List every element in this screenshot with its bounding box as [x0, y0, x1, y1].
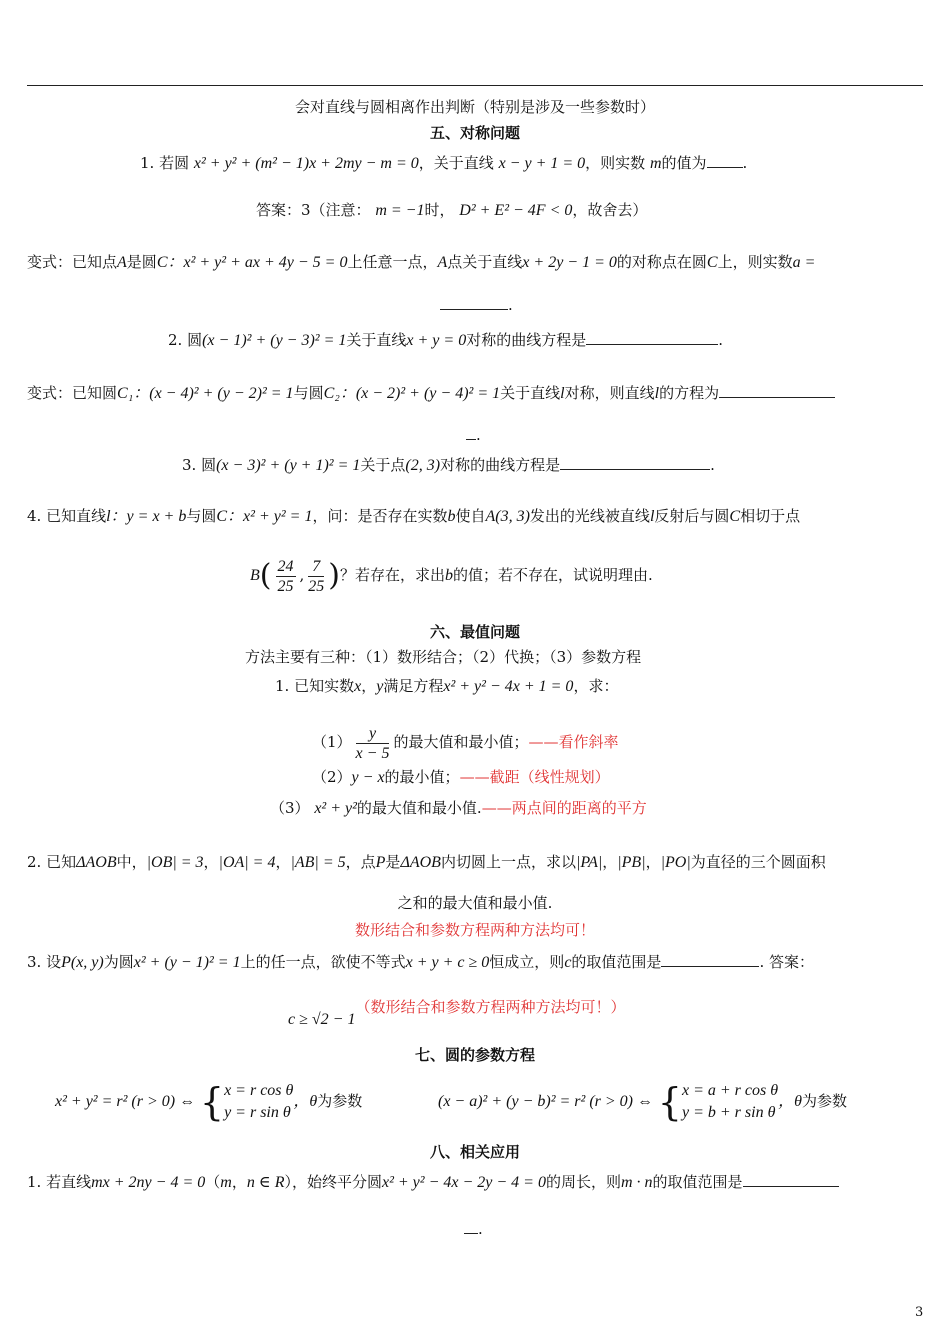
sec5-problem-2: 2. 圆(x − 1)² + (y − 3)² = 1关于直线x + y = 0对称的曲线方程是 . [168, 331, 723, 349]
sec6-problem-2: 2. 已知ΔAOB中，|OB| = 3，|OA| = 4，|AB| = 5，点P是ΔAOB内切圆上一点，求以|PA|，|PB|，|PO|为直径的三个圆面积 [27, 853, 826, 871]
header-rule [27, 85, 923, 86]
sec6-problem-2-note: 数形结合和参数方程两种方法均可！ [354, 921, 595, 939]
answer-blank [707, 153, 743, 168]
sec6-problem-3-answer: c ≥ √2 − 1（数形结合和参数方程两种方法均可！） [288, 998, 626, 1028]
sec6-problem-1: 1. 已知实数x，y满足方程x² + y² − 4x + 1 = 0，求： [275, 677, 619, 695]
page-number: 3 [915, 1305, 924, 1320]
sec7-param-eq-2: (x − a)² + (y − b)² = r² (r > 0) ⇔ { x = a + r cos θ y = b + r sin θ ，θ为参数 [438, 1080, 847, 1124]
sec7-param-eq-1: x² + y² = r² (r > 0) ⇔ { x = r cos θ y = r sin θ ，θ为参数 [55, 1080, 363, 1124]
sec8-problem-1: 1. 若直线mx + 2ny − 4 = 0（m，n ∈ R），始终平分圆x² + y² − 4x − 2y − 4 = 0的周长，则m · n的取值范围是 [27, 1172, 839, 1193]
sec6-problem-3: 3. 设P(x, y)为圆x² + (y − 1)² = 1上的任一点，欲使不等式x + y + c ≥ 0恒成立，则c的取值范围是 . 答案： [27, 953, 814, 971]
section-6-title: 六、最值问题 [429, 623, 520, 641]
sec5-answer-1: 答案：3（注意： m = −1时， D² + E² − 4F < 0，故舍去） [256, 201, 648, 219]
sec5-variant-2-blank: . [466, 425, 481, 445]
sec5-problem-1: 1. 若圆 x² + y² + (m² − 1)x + 2my − m = 0，关于直线 x − y + 1 = 0，则实数 m的值为 . [140, 154, 748, 172]
sec6-q1: （1） $\frac{y}{x - 5}$ 的最大值和最小值；——看作斜率 [312, 724, 619, 762]
sec6-q3: （3） x² + y²的最大值和最小值.——两点间的距离的平方 [270, 799, 647, 817]
section-5-title: 五、对称问题 [429, 124, 520, 142]
intro-line: 会对直线与圆相离作出判断（特别是涉及一些参数时） [294, 98, 655, 116]
section-7-title: 七、圆的参数方程 [414, 1046, 535, 1064]
section-8-title: 八、相关应用 [429, 1143, 520, 1161]
sec8-problem-1-blank: . [464, 1219, 483, 1239]
sec6-q2: （2）y − x的最小值；——截距（线性规划） [312, 768, 610, 786]
sec5-variant-2: 变式：已知圆C₁：(x − 4)² + (y − 2)² = 1与圆C₂：(x − 2)² + (y − 4)² = 1关于直线l对称，则直线l的方程为 [27, 383, 835, 404]
sec5-problem-4: 4. 已知直线l：y = x + b与圆C：x² + y² = 1，问：是否存在实数b使自A(3, 3)发出的光线被直线l反射后与圆C相切于点 [27, 507, 801, 525]
sec6-problem-2-cont: 之和的最大值和最小值. [397, 894, 553, 912]
sec5-variant-1-blank: . [440, 295, 513, 315]
sec5-variant-1: 变式：已知点A是圆C：x² + y² + ax + 4y − 5 = 0上任意一点，A点关于直线x + 2y − 1 = 0的对称点在圆C上，则实数a = [27, 253, 816, 271]
sec5-problem-4-cont: B( $\frac{24}{25}$ , $\frac{7}{25}$ )？若存在，求出b的值；若不存在，试说明理由. [250, 557, 653, 595]
sec5-problem-3: 3. 圆(x − 3)² + (y + 1)² = 1关于点(2, 3)对称的曲线方程是 . [182, 456, 715, 474]
sec6-methods: 方法主要有三种：（1）数形结合；（2）代换；（3）参数方程 [245, 648, 642, 666]
